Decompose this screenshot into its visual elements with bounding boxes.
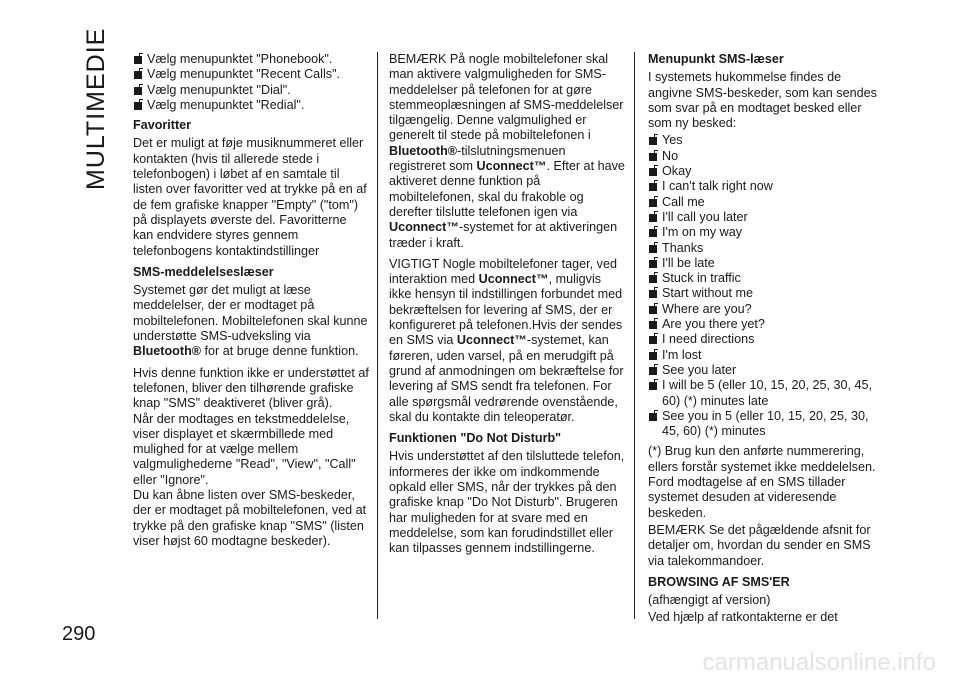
bold-term: Uconnect™ <box>389 220 459 235</box>
text-span: . Efter at have aktiveret denne funktion på mobiltelefonen, skal du frakoble og derefter tilslutte telefonen igen via <box>389 159 625 219</box>
important-paragraph <box>389 257 625 425</box>
text-span: -systemet, kan føreren, uden varsel, på en merudgift på grund af anmodningen om bekræftelse for levering af SMS sendt fra telefonen. For alle spørgsmål vedrørende ovenstående, skal du kontakte din teleoperatør. <box>389 333 624 424</box>
bold-term: Bluetooth® <box>389 143 458 158</box>
list-item: Yes <box>648 133 888 148</box>
column-divider-right <box>634 52 635 619</box>
favoritter-heading: Favoritter <box>133 118 192 133</box>
list-item: I'm on my way <box>648 225 888 240</box>
dnd-heading: Funktionen "Do Not Disturb" <box>389 431 562 446</box>
list-item: Call me <box>648 195 888 210</box>
text-span: , muligvis ikke hensyn til indstillingen forbundet med bekræftelsen for levering af SMS, der er konfigureret på telefonen.Hvis der sendes en SMS via <box>389 272 623 348</box>
bold-term: Uconnect™ <box>478 272 549 287</box>
list-item: I need directions <box>648 332 888 347</box>
menu-intro: I systemets hukommelse findes de angivne SMS-beskeder, som kan sendes som svar på en modtaget besked eller som ny besked: <box>648 70 877 131</box>
list-item: I can't talk right now <box>648 179 888 194</box>
list-item: I'll be late <box>648 256 888 271</box>
list-item: No <box>648 149 888 164</box>
bold-term: Bluetooth® <box>133 344 202 359</box>
footnote: (*) Brug kun den anførte nummerering, ellers forstår systemet ikke meddelelsen. Ford modtagelse af en SMS tillader systemet desuden at videresende beskeden. <box>648 444 876 520</box>
column-3 <box>648 52 888 632</box>
list-item: Vælg menupunktet ''Dial". <box>133 83 369 98</box>
sms-paragraph-3: Når der modtages en tekstmeddelelse, viser displayet et skærmbillede med mulighed for at vælge mellem valgmulighederne "Read", "View", "Call" eller "Ignore". <box>133 411 356 487</box>
text-span: for at bruge denne funktion. <box>201 344 359 359</box>
browse-text: Ved hjælp af ratkontakterne er det <box>648 610 838 625</box>
text-span: -tilslutningsmenuen registreret som <box>389 143 566 174</box>
list-item: Vælg menupunktet "Phonebook". <box>133 52 369 67</box>
column-2 <box>389 52 625 563</box>
text-span: -systemet for at aktiveringen træder i kraft. <box>389 220 618 250</box>
list-item: Stuck in traffic <box>648 271 888 286</box>
bold-term: Uconnect™ <box>476 159 547 174</box>
text-span: VIGTIGT Nogle mobiltelefoner tager, ved interaktion med <box>389 256 617 287</box>
sms-paragraph-4: Du kan åbne listen over SMS-beskeder, der er modtaget på mobiltelefonen, ved at trykke på den grafiske knap "SMS" (listen viser højst 60 modtagne beskeder). <box>133 488 367 548</box>
sms-replies-list <box>648 133 888 439</box>
list-item: Are you there yet? <box>648 317 888 332</box>
sms-paragraph-1 <box>133 283 369 359</box>
list-item: Start without me <box>648 286 888 301</box>
list-item: Thanks <box>648 241 888 256</box>
section-title: MULTIMEDIE <box>82 27 110 190</box>
menu-heading: Menupunkt SMS-læser <box>648 52 784 66</box>
list-item: Vælg menupunktet "Redial". <box>133 98 369 113</box>
list-item: I'm lost <box>648 348 888 363</box>
watermark: carmanualsonline.info <box>702 649 936 676</box>
browse-heading: BROWSING AF SMS'ER <box>648 574 790 589</box>
page-number: 290 <box>62 623 96 645</box>
list-item: I will be 5 (eller 10, 15, 20, 25, 30, 45, 60) (*) minutes late <box>648 378 888 409</box>
browse-subtitle: (afhængigt af version) <box>648 593 771 608</box>
bold-term: Uconnect™ <box>456 333 527 348</box>
column-1 <box>133 52 369 555</box>
sms-heading: SMS-meddelelseslæser <box>133 264 274 279</box>
note-paragraph: BEMÆRK Se det pågældende afsnit for detaljer om, hvordan du sender en SMS via talekommandoer. <box>648 522 871 568</box>
list-item: Where are you? <box>648 302 888 317</box>
dnd-text: Hvis understøttet af den tilsluttede telefon, informeres der ikke om indkommende opkald eller SMS, når der trykkes på den grafiske knap "Do Not Disturb". Brugeren har muligheden for at svare med en meddelelse, som kan forudindstillet eller kan tilpasses gennem indstillingerne. <box>389 449 625 556</box>
list-item: I'll call you later <box>648 210 888 225</box>
sms-paragraph-2: Hvis denne funktion ikke er understøttet af telefonen, bliver den tilhørende grafiske knap "SMS" deaktiveret (bliver grå). <box>133 365 369 411</box>
list-item: See you in 5 (eller 10, 15, 20, 25, 30, 45, 60) (*) minutes <box>648 409 888 440</box>
text-span: Systemet gør det muligt at læse meddelelser, der er modtaget på mobiltelefonen. Mobiltelefonen skal kunne understøtte SMS-udveksling via <box>133 283 368 344</box>
column-divider-left <box>377 52 378 619</box>
favoritter-text: Det er muligt at føje musiknummeret eller kontakten (hvis til allerede stede i telefonbogen) i løbet af en samtale til listen over favoritter ved at trykke på en af de fem grafiske knapper "Empty" ("tom") på displayets øverste del. Favoritterne kan endvidere styres gennem telefonbogens kontaktindstillinger <box>133 136 367 258</box>
list-item: Okay <box>648 164 888 179</box>
list-item: Vælg menupunktet "Recent Calls". <box>133 67 369 82</box>
phone-menu-list <box>133 52 369 113</box>
note-paragraph <box>389 52 625 251</box>
text-span: BEMÆRK På nogle mobiltelefoner skal man aktivere valgmuligheden for SMS-meddelelser på telefonen for at gøre stemmeoplæsningen af SMS-meddelelser tilgængelig. Denne valgmulighed er generelt til stede på mobiltelefonen i <box>389 52 624 143</box>
list-item: See you later <box>648 363 888 378</box>
